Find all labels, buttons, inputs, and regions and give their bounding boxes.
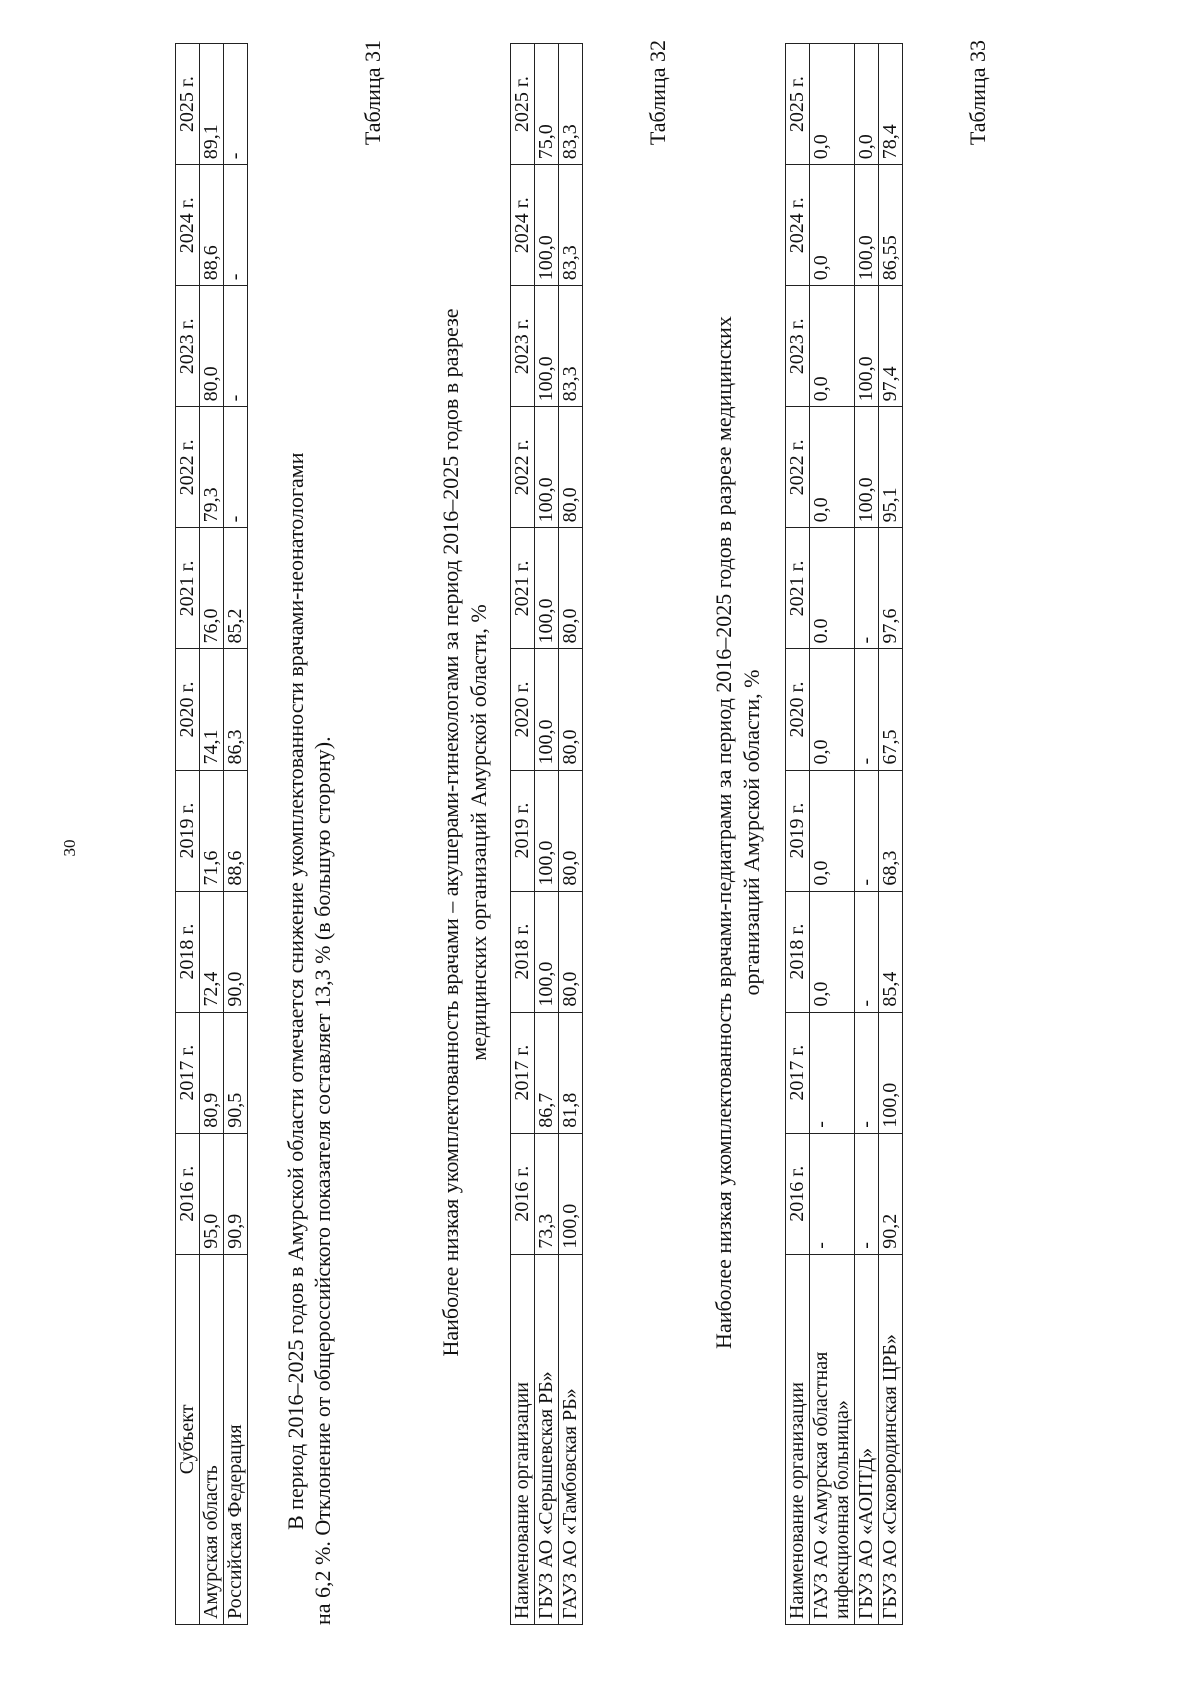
- header-cell: 2019 г.: [176, 770, 200, 891]
- table-cell: -: [810, 1012, 855, 1133]
- table-cell: 95,1: [879, 407, 903, 528]
- header-cell: 2023 г.: [176, 286, 200, 407]
- table-header-row: [786, 44, 810, 1625]
- table-cell: 88,6: [224, 770, 248, 891]
- rotated-page-content: [175, 40, 1025, 1625]
- table-cell: 75,0: [535, 44, 559, 165]
- table-cell: -: [810, 1133, 855, 1254]
- header-cell: 2024 г.: [176, 165, 200, 286]
- header-cell: 2016 г.: [176, 1133, 200, 1254]
- table-31-label: Таблица 31: [360, 40, 385, 146]
- table-cell: 76,0: [200, 528, 224, 649]
- table-cell: ГАУЗ АО «Тамбовская РБ»: [559, 1254, 583, 1624]
- table-cell: 95,0: [200, 1133, 224, 1254]
- table-cell: 72,4: [200, 891, 224, 1012]
- table-cell: 67,5: [879, 649, 903, 770]
- table-cell: 83,3: [559, 44, 583, 165]
- header-cell: 2016 г.: [511, 1133, 535, 1254]
- table-row: [535, 44, 559, 1625]
- table-cell: -: [224, 165, 248, 286]
- table-cell: -: [855, 1133, 879, 1254]
- table-cell: 79,3: [200, 407, 224, 528]
- header-cell: 2018 г.: [511, 891, 535, 1012]
- header-cell: Субъект: [176, 1254, 200, 1624]
- table-cell: 80,0: [559, 649, 583, 770]
- header-cell: 2025 г.: [511, 44, 535, 165]
- header-cell: 2018 г.: [176, 891, 200, 1012]
- table-cell: 90,2: [879, 1133, 903, 1254]
- table-cell: 100,0: [559, 1133, 583, 1254]
- table-cell: ГБУЗ АО «Серышевская РБ»: [535, 1254, 559, 1624]
- table-cell: 0,0: [855, 44, 879, 165]
- table-cell: 68,3: [879, 770, 903, 891]
- table-cell: 85,2: [224, 528, 248, 649]
- header-cell: 2016 г.: [786, 1133, 810, 1254]
- table-cell: 90,9: [224, 1133, 248, 1254]
- table-cell: -: [224, 44, 248, 165]
- table-cell: 97,6: [879, 528, 903, 649]
- header-cell: 2019 г.: [786, 770, 810, 891]
- table-cell: ГБУЗ АО «Сковородинская ЦРБ»: [879, 1254, 903, 1624]
- table-cell: 74,1: [200, 649, 224, 770]
- table-cell: 71,6: [200, 770, 224, 891]
- table-row: [559, 44, 583, 1625]
- table-cell: Амурская область: [200, 1254, 224, 1624]
- paragraph-line: В период 2016–2025 годов в Амурской области отмечается снижение укомплектованности врачами-неонатологами: [283, 452, 308, 1530]
- header-cell: 2019 г.: [511, 770, 535, 891]
- table-cell: ГАУЗ АО «Амурская областная инфекционная больница»: [810, 1254, 855, 1624]
- header-cell: 2023 г.: [786, 286, 810, 407]
- header-cell: 2022 г.: [786, 407, 810, 528]
- header-cell: Наименование организации: [511, 1254, 535, 1624]
- table-cell: ГБУЗ АО «АОПТД»: [855, 1254, 879, 1624]
- table-cell: 80,0: [559, 770, 583, 891]
- header-cell: 2021 г.: [511, 528, 535, 649]
- table-cell: -: [855, 528, 879, 649]
- table-cell: 100,0: [879, 1012, 903, 1133]
- header-cell: 2020 г.: [786, 649, 810, 770]
- table-cell: 0,0: [810, 770, 855, 891]
- table-cell: 100,0: [535, 770, 559, 891]
- table-row: [879, 44, 903, 1625]
- title-line: Наиболее низкая укомплектованность врачами-педиатрами за период 2016–2025 годов в разрезе медицинских: [711, 316, 736, 1349]
- table-cell: 86,7: [535, 1012, 559, 1133]
- table-cell: 89,1: [200, 44, 224, 165]
- table-cell: 81,8: [559, 1012, 583, 1133]
- table-cell: 78,4: [879, 44, 903, 165]
- header-cell: 2017 г.: [176, 1012, 200, 1133]
- table-cell: Российская Федерация: [224, 1254, 248, 1624]
- table-cell: 80,0: [559, 528, 583, 649]
- table-31: [510, 43, 583, 1625]
- header-cell: 2024 г.: [511, 165, 535, 286]
- table-cell: 85,4: [879, 891, 903, 1012]
- table-cell: 90,0: [224, 891, 248, 1012]
- body-paragraph: [283, 185, 337, 1625]
- table-cell: 0,0: [810, 44, 855, 165]
- table-cell: 86,3: [224, 649, 248, 770]
- title-line: медицинских организаций Амурской области, %: [465, 604, 491, 1061]
- table-cell: -: [855, 891, 879, 1012]
- table-cell: 0.0: [810, 528, 855, 649]
- table-32-label: Таблица 32: [645, 40, 670, 146]
- title-line: организаций Амурской области, %: [738, 669, 764, 996]
- header-cell: 2021 г.: [176, 528, 200, 649]
- table-cell: 100,0: [535, 528, 559, 649]
- table-cell: 100,0: [855, 286, 879, 407]
- header-cell: 2021 г.: [786, 528, 810, 649]
- table-cell: 86,55: [879, 165, 903, 286]
- header-cell: 2025 г.: [786, 44, 810, 165]
- table-cell: 83,3: [559, 165, 583, 286]
- table-cell: 100,0: [535, 407, 559, 528]
- table-cell: 100,0: [535, 649, 559, 770]
- table-cell: 0,0: [810, 891, 855, 1012]
- table-cell: 80,0: [559, 407, 583, 528]
- table-cell: 0,0: [810, 649, 855, 770]
- header-cell: 2017 г.: [511, 1012, 535, 1133]
- table-row: [810, 44, 855, 1625]
- table-cell: 80,0: [200, 286, 224, 407]
- table-cell: 0,0: [810, 286, 855, 407]
- table-cell: 100,0: [535, 891, 559, 1012]
- table-cell: 100,0: [535, 165, 559, 286]
- header-cell: 2025 г.: [176, 44, 200, 165]
- header-cell: Наименование организации: [786, 1254, 810, 1624]
- table-cell: 100,0: [535, 286, 559, 407]
- table-cell: 0,0: [810, 165, 855, 286]
- table-cell: -: [855, 770, 879, 891]
- header-cell: 2018 г.: [786, 891, 810, 1012]
- table-cell: 97,4: [879, 286, 903, 407]
- page-number: 30: [60, 839, 79, 857]
- table-cell: -: [855, 1012, 879, 1133]
- table-cell: 100,0: [855, 165, 879, 286]
- table-cell: 88,6: [200, 165, 224, 286]
- table-cell: -: [224, 286, 248, 407]
- paragraph-line: на 6,2 %. Отклонение от общероссийского показателя составляет 13,3 % (в большую сторону).: [309, 736, 335, 1625]
- table-31-title: [437, 40, 492, 1625]
- table-cell: 90,5: [224, 1012, 248, 1133]
- table-cell: -: [224, 407, 248, 528]
- table-row: [200, 44, 224, 1625]
- header-cell: 2020 г.: [511, 649, 535, 770]
- header-cell: 2017 г.: [786, 1012, 810, 1133]
- header-cell: 2022 г.: [511, 407, 535, 528]
- table-32: [785, 43, 903, 1625]
- table-32-title: [710, 40, 765, 1625]
- table-cell: 80,0: [559, 891, 583, 1012]
- subject-comparison-table: [175, 43, 248, 1625]
- title-line: Наиболее низкая укомплектованность врачами – акушерами-гинекологами за период 2016–2025 годов в разрезе: [438, 308, 463, 1357]
- table-cell: -: [855, 649, 879, 770]
- table-cell: 0,0: [810, 407, 855, 528]
- header-cell: 2024 г.: [786, 165, 810, 286]
- table-33-label: Таблица 33: [965, 40, 990, 146]
- table-header-row: [176, 44, 200, 1625]
- table-cell: 80,9: [200, 1012, 224, 1133]
- table-cell: 83,3: [559, 286, 583, 407]
- table-row: [224, 44, 248, 1625]
- header-cell: 2022 г.: [176, 407, 200, 528]
- table-cell: 73,3: [535, 1133, 559, 1254]
- table-cell: 100,0: [855, 407, 879, 528]
- table-row: [855, 44, 879, 1625]
- header-cell: 2023 г.: [511, 286, 535, 407]
- header-cell: 2020 г.: [176, 649, 200, 770]
- table-header-row: [511, 44, 535, 1625]
